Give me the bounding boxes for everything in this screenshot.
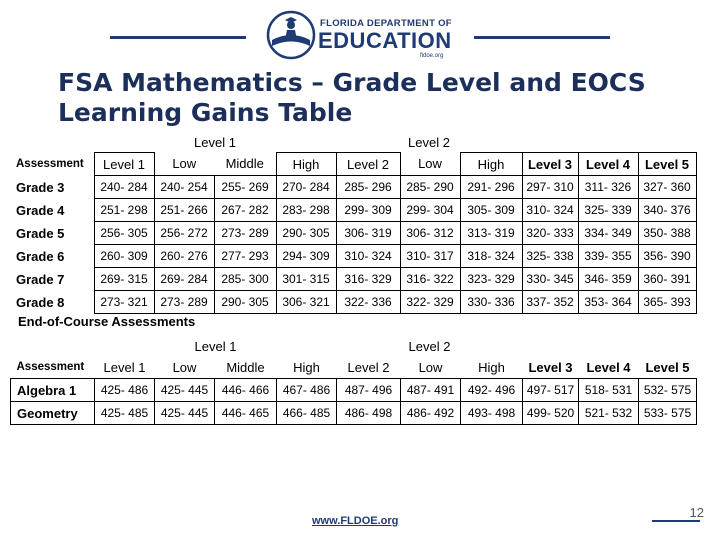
logo-main-text: EDUCATION — [318, 28, 452, 53]
column-header-row — [10, 153, 696, 176]
col-header: Low — [418, 156, 442, 172]
col-header: High — [460, 153, 522, 176]
col-header: High — [293, 359, 320, 375]
table-cell: 306- 321 — [276, 291, 336, 314]
table-cell: 251- 298 — [94, 199, 154, 222]
col-header: Assessment — [16, 361, 85, 373]
table-row — [10, 245, 696, 268]
table-row — [10, 222, 696, 245]
table-cell: 486- 498 — [337, 402, 401, 425]
table-cell: 294- 309 — [276, 245, 336, 268]
table-cell: 299- 309 — [336, 199, 400, 222]
col-header: Level 4 — [578, 153, 638, 176]
table-cell: 353- 364 — [578, 291, 638, 314]
table-cell: 350- 388 — [638, 222, 696, 245]
footer-rule — [652, 520, 700, 522]
table-cell: 499- 520 — [523, 402, 579, 425]
col-header: Middle — [226, 359, 265, 375]
table-cell: 311- 326 — [578, 176, 638, 199]
logo-sub-text: fldoe.org — [420, 53, 444, 59]
col-header: High — [478, 359, 505, 375]
col-header: Level 5 — [638, 153, 696, 176]
table-cell: 327- 360 — [638, 176, 696, 199]
col-header: Level 3 — [528, 359, 573, 375]
table-cell: 425- 445 — [155, 379, 215, 402]
table-cell: 306- 312 — [400, 222, 460, 245]
eoc-section-label: End-of-Course Assessments — [18, 314, 196, 329]
fldoe-logo — [262, 6, 462, 64]
table-cell: 340- 376 — [638, 199, 696, 222]
table-cell: 325- 339 — [578, 199, 638, 222]
col-header: Low — [172, 359, 197, 375]
col-header: Level 1 — [94, 153, 154, 176]
col-header: Middle — [225, 156, 264, 172]
table-cell: 270- 284 — [276, 176, 336, 199]
table-cell: 356- 390 — [638, 245, 696, 268]
table-cell: 305- 309 — [460, 199, 522, 222]
col-header: Level 1 — [103, 359, 146, 375]
row-label: Algebra 1 — [11, 379, 95, 402]
col-header: Assessment — [16, 158, 84, 170]
table-cell: 273- 321 — [94, 291, 154, 314]
table-cell: 283- 298 — [276, 199, 336, 222]
col-header: Level 2 — [347, 359, 390, 375]
table-cell: 310- 324 — [522, 199, 578, 222]
table-cell: 290- 305 — [214, 291, 276, 314]
table-cell: 337- 352 — [522, 291, 578, 314]
row-label: Grade 7 — [16, 271, 65, 287]
table-cell: 256- 272 — [154, 222, 214, 245]
table-cell: 320- 333 — [522, 222, 578, 245]
group-spacer — [10, 132, 94, 153]
table-cell: 313- 319 — [460, 222, 522, 245]
table-cell: 346- 359 — [578, 268, 638, 291]
table-cell: 334- 349 — [578, 222, 638, 245]
group-header-level1: Level 1 — [194, 134, 236, 150]
col-header: Low — [172, 156, 197, 172]
header-rule-left — [110, 36, 246, 39]
table-cell: 301- 315 — [276, 268, 336, 291]
row-label: Grade 5 — [16, 225, 65, 241]
table-row — [11, 379, 697, 402]
table-cell: 466- 485 — [277, 402, 337, 425]
table-row — [10, 268, 696, 291]
row-label: Grade 3 — [16, 179, 65, 195]
table-cell: 360- 391 — [638, 268, 696, 291]
table-cell: 497- 517 — [523, 379, 579, 402]
page-number: 12 — [689, 505, 704, 520]
table-cell: 267- 282 — [214, 199, 276, 222]
footer-link[interactable]: www.FLDOE.org — [312, 515, 399, 527]
table-cell: 256- 305 — [94, 222, 154, 245]
table-cell: 291- 296 — [460, 176, 522, 199]
table-cell: 260- 276 — [154, 245, 214, 268]
table-cell: 487- 496 — [337, 379, 401, 402]
table-cell: 323- 329 — [460, 268, 522, 291]
table-cell: 269- 284 — [154, 268, 214, 291]
table-cell: 467- 486 — [277, 379, 337, 402]
row-label: Grade 8 — [16, 294, 65, 310]
table-cell: 322- 336 — [336, 291, 400, 314]
table-cell: 306- 319 — [336, 222, 400, 245]
table-cell: 285- 300 — [214, 268, 276, 291]
col-header: Level 2 — [336, 153, 400, 176]
col-header: Level 5 — [645, 359, 690, 375]
table-cell: 486- 492 — [401, 402, 461, 425]
table-cell: 425- 485 — [95, 402, 155, 425]
table-cell: 318- 324 — [460, 245, 522, 268]
table-cell: 330- 336 — [460, 291, 522, 314]
table-cell: 322- 329 — [400, 291, 460, 314]
header-rule-right — [474, 36, 610, 39]
table-cell: 365- 393 — [638, 291, 696, 314]
column-header-row — [11, 356, 697, 379]
table-cell: 446- 466 — [215, 379, 277, 402]
group-spacer-right — [522, 132, 696, 153]
table-row — [10, 176, 696, 199]
table-row — [10, 199, 696, 222]
table-cell: 285- 290 — [400, 176, 460, 199]
table-cell: 339- 355 — [578, 245, 638, 268]
table-cell: 240- 284 — [94, 176, 154, 199]
logo-top-text: FLORIDA DEPARTMENT OF — [320, 18, 452, 29]
table-cell: 487- 491 — [401, 379, 461, 402]
table-cell: 273- 289 — [214, 222, 276, 245]
table-cell: 290- 305 — [276, 222, 336, 245]
table-cell: 299- 304 — [400, 199, 460, 222]
table-cell: 316- 329 — [336, 268, 400, 291]
table-cell: 269- 315 — [94, 268, 154, 291]
table-cell: 316- 322 — [400, 268, 460, 291]
page-title — [58, 68, 698, 128]
table-row — [10, 291, 696, 314]
col-header: Level 3 — [522, 153, 578, 176]
row-label: Grade 4 — [16, 202, 65, 218]
table-cell: 330- 345 — [522, 268, 578, 291]
page-title-line-2: Learning Gains Table — [58, 98, 353, 127]
col-header: Level 4 — [586, 359, 631, 375]
table-cell: 521- 532 — [579, 402, 639, 425]
table-cell: 446- 465 — [215, 402, 277, 425]
table-cell: 285- 296 — [336, 176, 400, 199]
table-cell: 255- 269 — [214, 176, 276, 199]
group-header-level2: Level 2 — [408, 338, 451, 354]
graduate-emblem-icon — [266, 10, 316, 60]
table-row — [11, 402, 697, 425]
table-cell: 251- 266 — [154, 199, 214, 222]
table-cell: 260- 309 — [94, 245, 154, 268]
grade-level-table — [10, 132, 697, 314]
col-header: Low — [418, 359, 443, 375]
table-cell: 310- 324 — [336, 245, 400, 268]
table-cell: 533- 575 — [639, 402, 697, 425]
table-cell: 240- 254 — [154, 176, 214, 199]
table-cell: 277- 293 — [214, 245, 276, 268]
group-header-level2: Level 2 — [408, 134, 450, 150]
eoc-table — [10, 336, 697, 425]
table-cell: 310- 317 — [400, 245, 460, 268]
table-cell: 425- 486 — [95, 379, 155, 402]
row-label: Geometry — [11, 402, 95, 425]
group-spacer — [11, 336, 95, 356]
table-cell: 297- 310 — [522, 176, 578, 199]
table-cell: 425- 445 — [155, 402, 215, 425]
table-cell: 493- 498 — [461, 402, 523, 425]
page-title-line-1: FSA Mathematics – Grade Level and EOCS — [58, 68, 646, 97]
table-cell: 532- 575 — [639, 379, 697, 402]
table-cell: 325- 338 — [522, 245, 578, 268]
col-header: High — [276, 153, 336, 176]
table-cell: 518- 531 — [579, 379, 639, 402]
group-spacer-right — [523, 336, 697, 356]
table-cell: 492- 496 — [461, 379, 523, 402]
row-label: Grade 6 — [16, 248, 65, 264]
table-cell: 273- 289 — [154, 291, 214, 314]
group-header-level1: Level 1 — [194, 338, 237, 354]
